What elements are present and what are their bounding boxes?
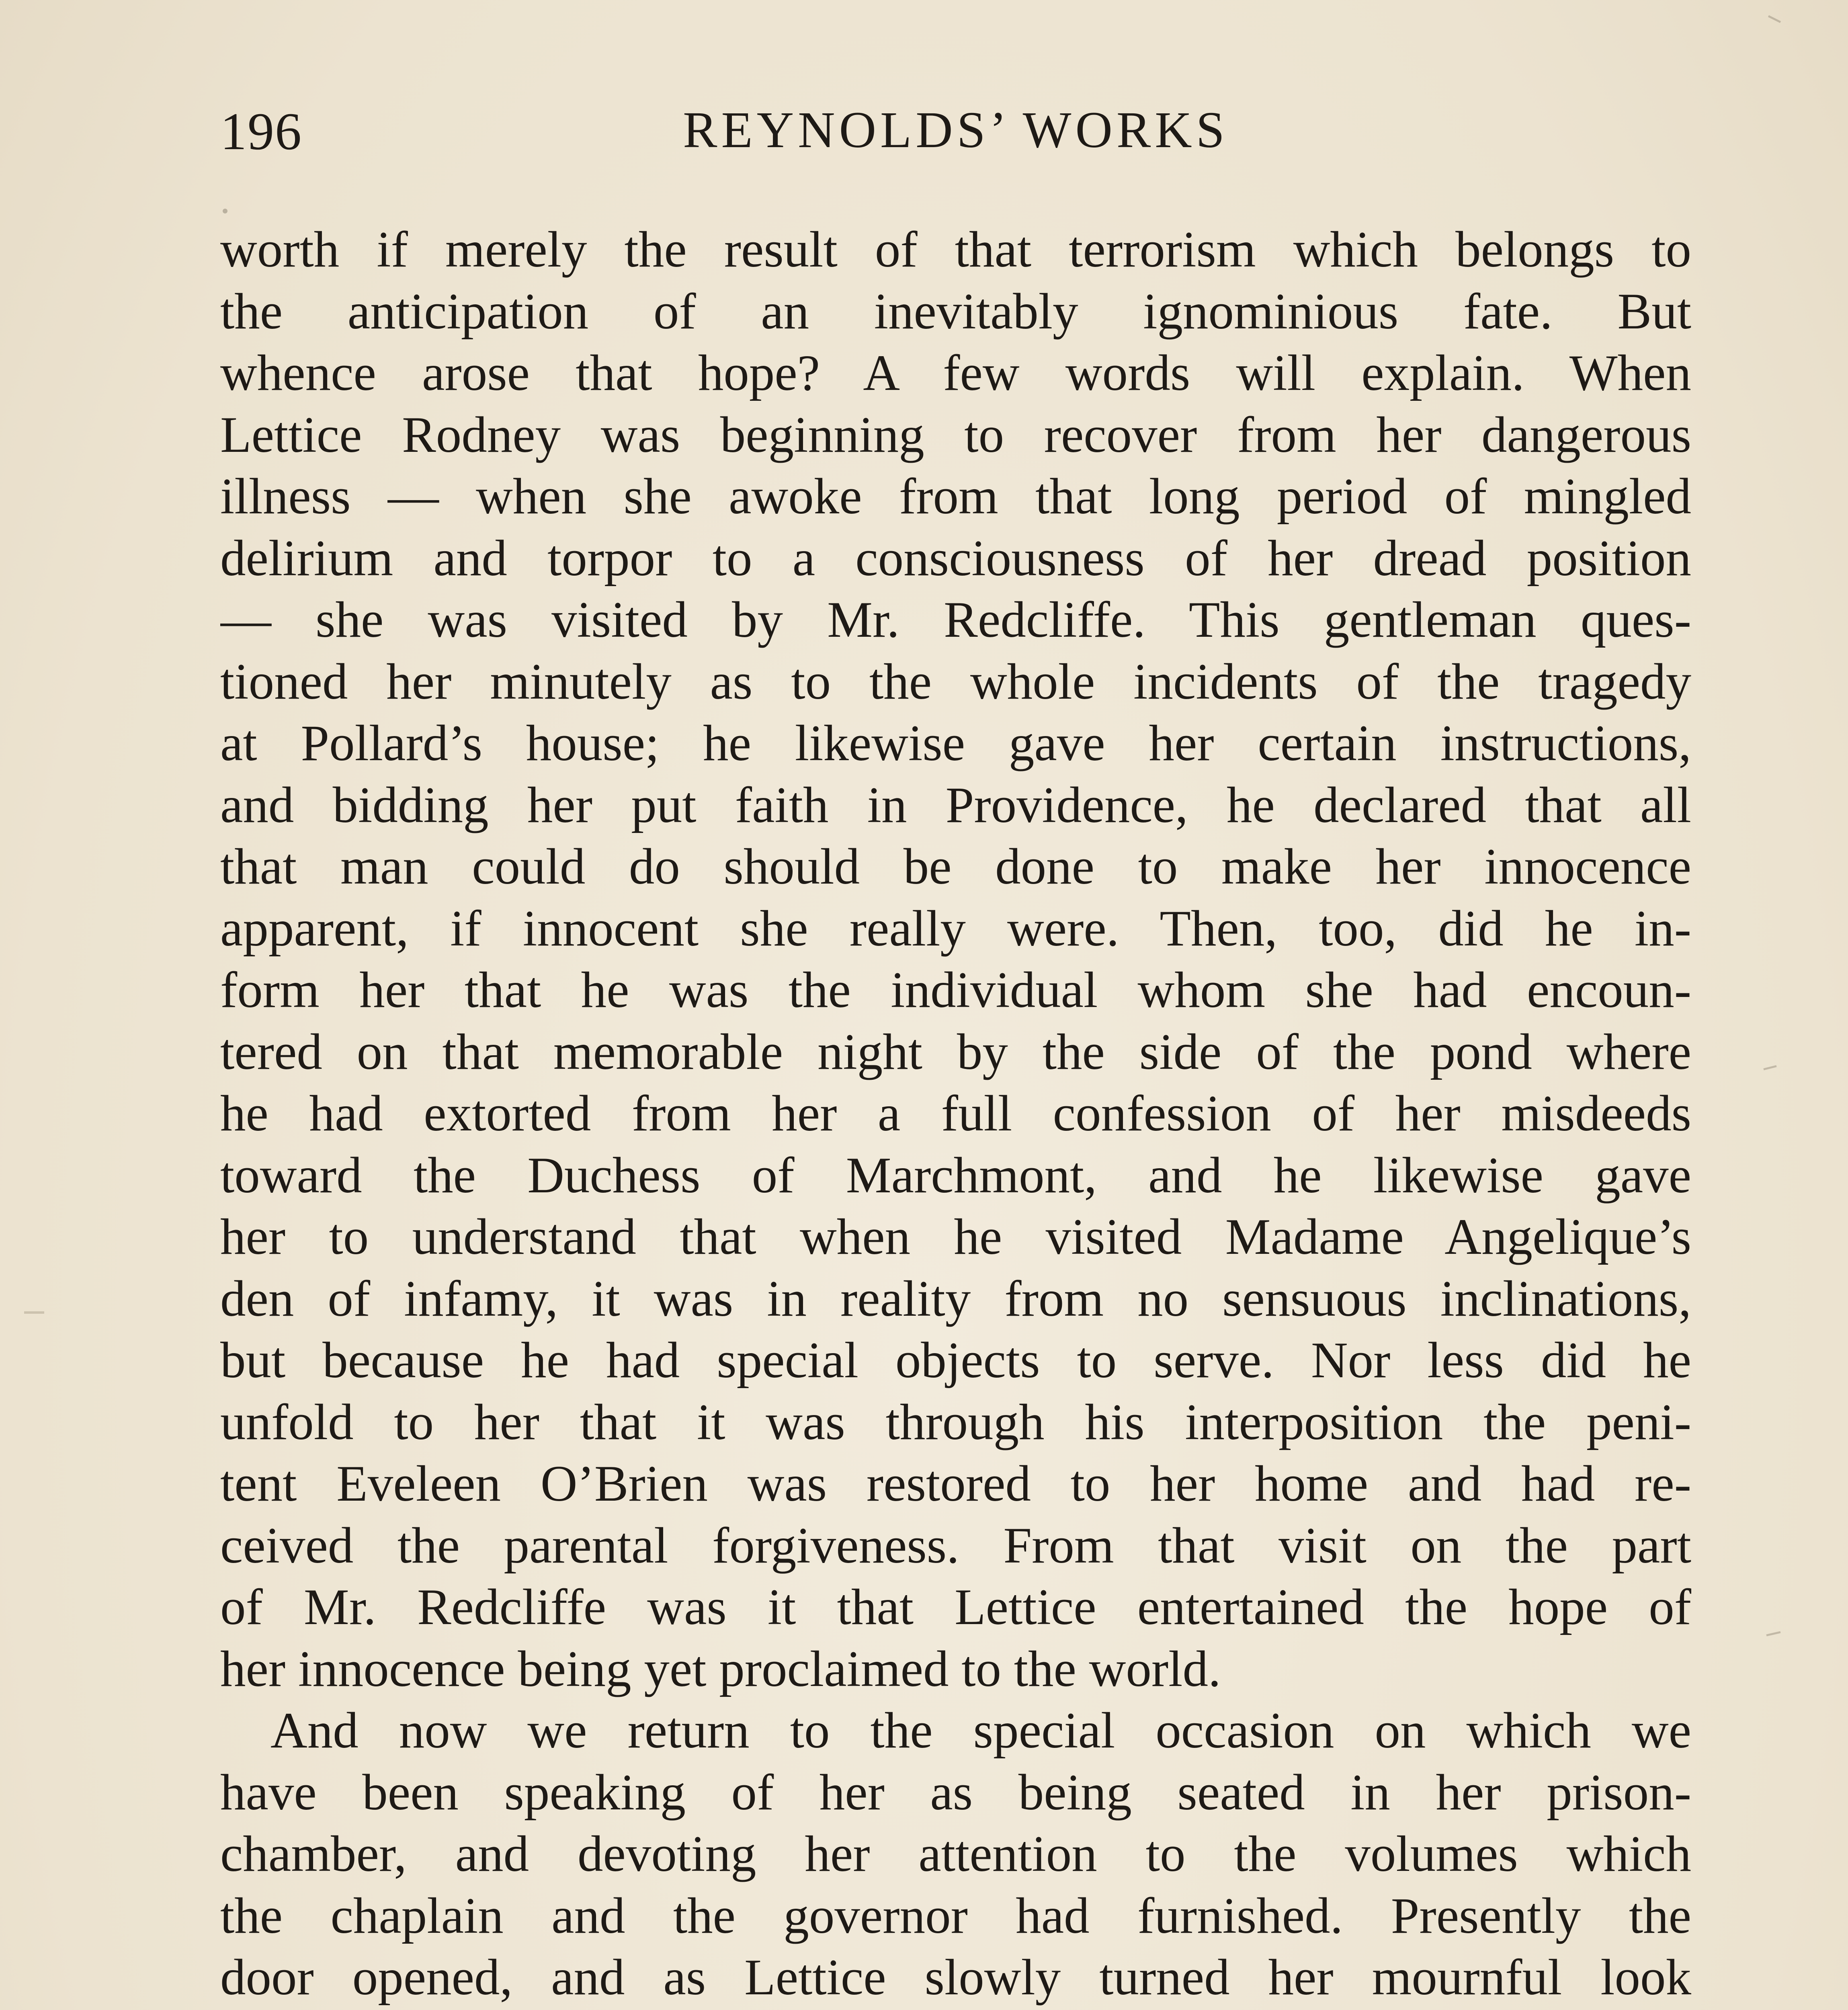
body-text [220,219,1691,2010]
page-number: 196 [220,102,302,161]
text-line: at Pollard’s house; he likewise gave her certain instructions, [220,715,1691,771]
text-line: — she was visited by Mr. Redcliffe. This gentleman ques- [220,592,1691,648]
text-line: chamber, and devoting her attention to the volumes which [220,1826,1691,1882]
text-line: den of infamy, it was in reality from no sensuous inclinations, [220,1270,1691,1327]
text-line: unfold to her that it was through his interposition the peni- [220,1394,1691,1450]
text-line: the anticipation of an inevitably ignominious fate. But [220,283,1691,340]
text-line: door opened, and as Lettice slowly turned her mournful look [220,1949,1691,2006]
text-line: and bidding her put faith in Providence, he declared that all [220,777,1691,833]
text-line: And now we return to the special occasion on which we [270,1702,1691,1759]
text-line [220,2009,1691,2010]
text-line: delirium and torpor to a consciousness of her dread position [220,530,1691,587]
text-line: worth if merely the result of that terrorism which belongs to [220,222,1691,278]
text-line: her to understand that when he visited Madame Angelique’s [220,1209,1691,1265]
running-title: REYNOLDS’ WORKS [683,101,1229,158]
text-line: illness — when she awoke from that long period of mingled [220,468,1691,525]
text-line: apparent, if innocent she really were. Then, too, did he in- [220,900,1691,957]
text-line: of Mr. Redcliffe was it that Lettice entertained the hope of [220,1579,1691,1635]
text-line: but because he had special objects to serve. Nor less did he [220,1332,1691,1389]
text-line: tered on that memorable night by the side of the pond where [220,1023,1691,1080]
text-line: he had extorted from her a full confession of her misdeeds [220,1085,1691,1142]
text-line: toward the Duchess of Marchmont, and he likewise gave [220,1147,1691,1204]
text-line: her innocence being yet proclaimed to the world. [220,1641,1221,1697]
text-line: the chaplain and the governor had furnished. Presently the [220,1887,1691,1944]
text-line: Lettice Rodney was beginning to recover from her dangerous [220,406,1691,463]
text-line: whence arose that hope? A few words will explain. When [220,345,1691,401]
text-line: that man could do should be done to make her innocence [220,839,1691,895]
text-line: tent Eveleen O’Brien was restored to her home and had re- [220,1456,1691,1512]
text-line: form her that he was the individual whom she had encoun- [220,962,1691,1018]
text-line: have been speaking of her as being seated in her prison- [220,1764,1691,1821]
running-head [220,100,1691,181]
text-line: ceived the parental forgiveness. From that visit on the part [220,1517,1691,1574]
text-line: tioned her minutely as to the whole incidents of the tragedy [220,653,1691,710]
